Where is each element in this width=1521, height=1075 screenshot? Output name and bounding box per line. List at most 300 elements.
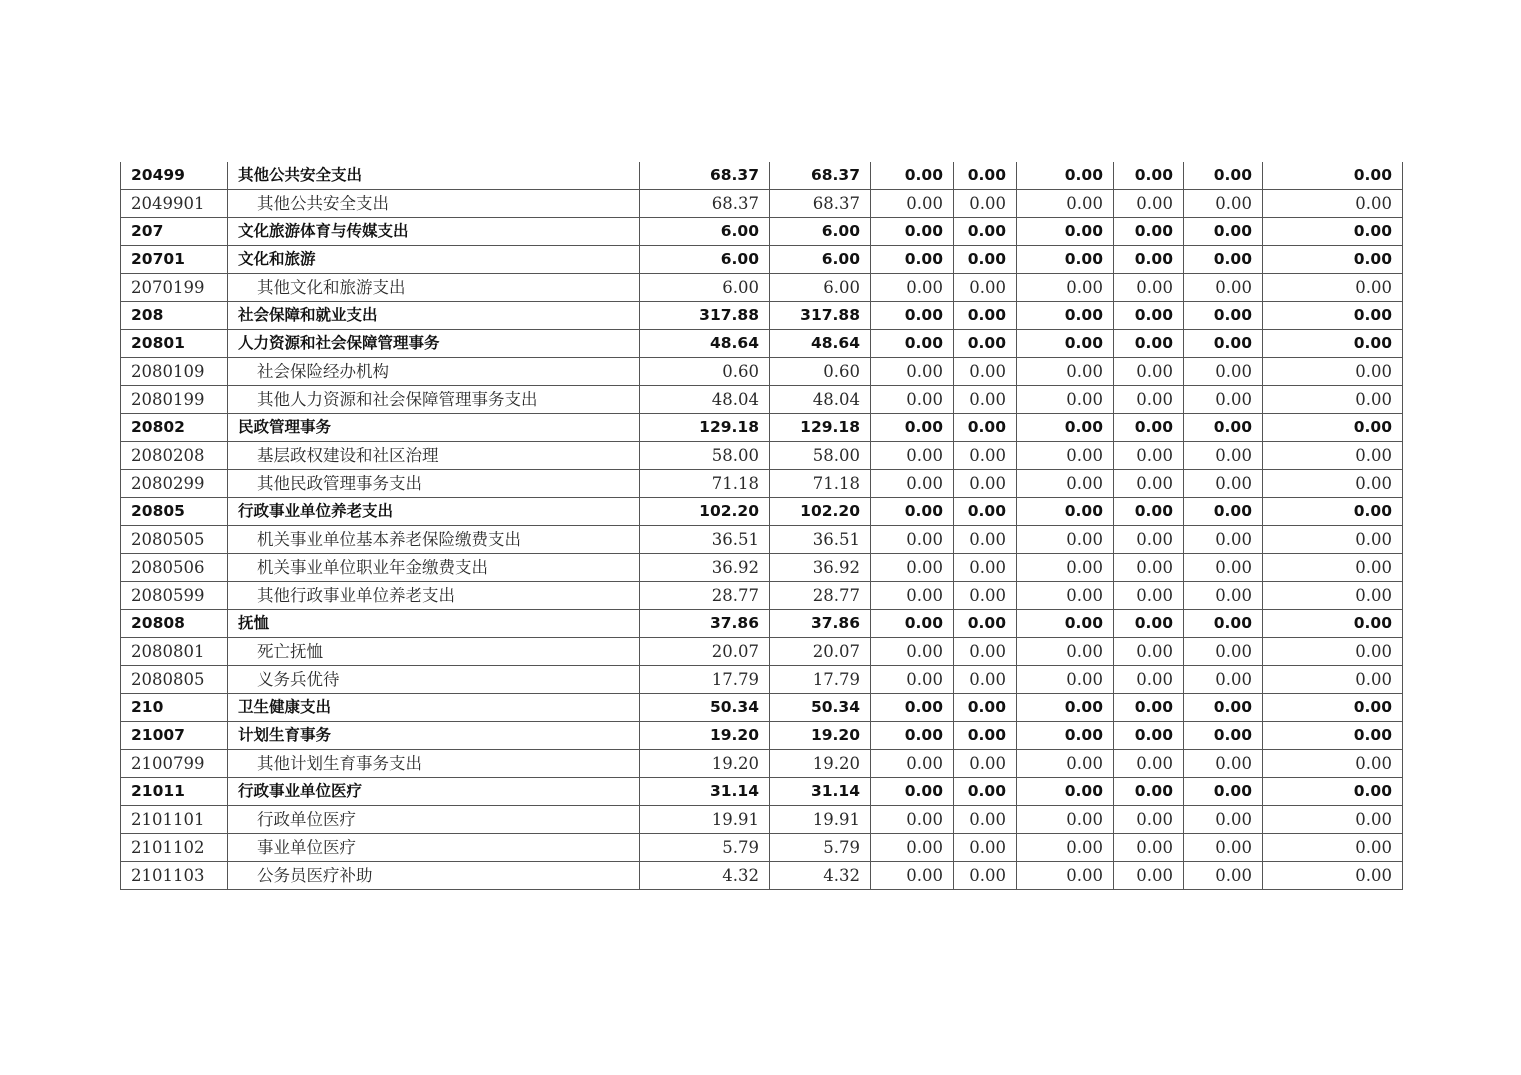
category-name-text: 抚恤 — [238, 614, 270, 632]
category-code-cell: 207 — [121, 218, 228, 246]
amount-cell: 0.00 — [1184, 218, 1263, 246]
category-name-text: 社会保障和就业支出 — [238, 306, 378, 324]
amount-cell: 0.00 — [1114, 778, 1184, 806]
category-code-cell: 20701 — [121, 246, 228, 274]
amount-cell: 0.00 — [1263, 806, 1403, 834]
amount-cell: 4.32 — [640, 862, 770, 890]
amount-cell: 0.00 — [1263, 666, 1403, 694]
table-row — [121, 386, 1403, 414]
amount-cell: 0.00 — [1263, 526, 1403, 554]
category-code-cell: 2101103 — [121, 862, 228, 890]
category-name-cell — [228, 862, 640, 890]
amount-cell: 0.00 — [1114, 526, 1184, 554]
amount-cell: 0.00 — [954, 470, 1017, 498]
category-code-cell: 2049901 — [121, 190, 228, 218]
amount-cell: 0.00 — [954, 162, 1017, 190]
amount-cell: 102.20 — [640, 498, 770, 526]
amount-cell: 0.00 — [954, 834, 1017, 862]
category-name-cell — [228, 302, 640, 330]
category-name-cell — [228, 666, 640, 694]
category-code-cell: 21011 — [121, 778, 228, 806]
amount-cell: 4.32 — [770, 862, 871, 890]
amount-cell: 0.00 — [1184, 610, 1263, 638]
category-name-text: 其他行政事业单位养老支出 — [257, 586, 455, 605]
amount-cell: 0.00 — [954, 638, 1017, 666]
amount-cell: 6.00 — [640, 274, 770, 302]
amount-cell: 19.20 — [770, 750, 871, 778]
amount-cell: 0.00 — [1184, 330, 1263, 358]
category-code-cell: 2080805 — [121, 666, 228, 694]
category-name-text: 其他公共安全支出 — [238, 166, 363, 184]
amount-cell: 0.00 — [871, 414, 954, 442]
table-row — [121, 554, 1403, 582]
amount-cell: 36.92 — [770, 554, 871, 582]
amount-cell: 0.00 — [954, 190, 1017, 218]
amount-cell: 0.00 — [1114, 190, 1184, 218]
amount-cell: 0.00 — [1114, 414, 1184, 442]
category-name-text: 社会保险经办机构 — [257, 362, 389, 381]
category-code-cell: 2101101 — [121, 806, 228, 834]
amount-cell: 0.00 — [1184, 302, 1263, 330]
amount-cell: 0.00 — [1184, 162, 1263, 190]
category-code-cell: 210 — [121, 694, 228, 722]
amount-cell: 0.00 — [954, 554, 1017, 582]
category-name-cell — [228, 694, 640, 722]
amount-cell: 0.00 — [1017, 834, 1114, 862]
amount-cell: 0.00 — [871, 722, 954, 750]
amount-cell: 0.00 — [1263, 302, 1403, 330]
amount-cell: 0.00 — [871, 610, 954, 638]
amount-cell: 6.00 — [770, 246, 871, 274]
amount-cell: 0.00 — [1017, 526, 1114, 554]
table-row-subtotal — [121, 694, 1403, 722]
category-name-cell — [228, 638, 640, 666]
category-name-cell — [228, 442, 640, 470]
amount-cell: 0.00 — [1017, 162, 1114, 190]
category-code-cell: 20805 — [121, 498, 228, 526]
amount-cell: 0.00 — [871, 582, 954, 610]
amount-cell: 0.00 — [871, 274, 954, 302]
category-name-text: 人力资源和社会保障管理事务 — [238, 334, 440, 352]
category-name-text: 卫生健康支出 — [238, 698, 332, 716]
amount-cell: 0.00 — [954, 750, 1017, 778]
amount-cell: 0.00 — [954, 498, 1017, 526]
amount-cell: 0.00 — [954, 246, 1017, 274]
amount-cell: 0.00 — [954, 778, 1017, 806]
amount-cell: 0.00 — [871, 638, 954, 666]
amount-cell: 6.00 — [640, 246, 770, 274]
amount-cell: 0.00 — [1114, 834, 1184, 862]
category-code-cell: 21007 — [121, 722, 228, 750]
category-name-text: 计划生育事务 — [238, 726, 332, 744]
amount-cell: 0.00 — [1263, 862, 1403, 890]
amount-cell: 0.00 — [1263, 246, 1403, 274]
category-name-text: 行政事业单位养老支出 — [238, 502, 394, 520]
amount-cell: 68.37 — [640, 190, 770, 218]
category-name-cell — [228, 498, 640, 526]
amount-cell: 129.18 — [770, 414, 871, 442]
amount-cell: 0.00 — [1263, 470, 1403, 498]
amount-cell: 0.00 — [1017, 694, 1114, 722]
amount-cell: 0.00 — [1017, 274, 1114, 302]
amount-cell: 0.00 — [1263, 722, 1403, 750]
amount-cell: 0.00 — [954, 386, 1017, 414]
amount-cell: 19.20 — [640, 722, 770, 750]
amount-cell: 0.00 — [954, 414, 1017, 442]
amount-cell: 0.00 — [954, 666, 1017, 694]
amount-cell: 6.00 — [770, 274, 871, 302]
table-row — [121, 526, 1403, 554]
amount-cell: 0.00 — [1017, 722, 1114, 750]
amount-cell: 0.00 — [871, 386, 954, 414]
amount-cell: 17.79 — [640, 666, 770, 694]
amount-cell: 6.00 — [770, 218, 871, 246]
amount-cell: 0.00 — [1114, 162, 1184, 190]
table-row-subtotal — [121, 246, 1403, 274]
amount-cell: 0.00 — [1263, 610, 1403, 638]
amount-cell: 0.00 — [1017, 806, 1114, 834]
amount-cell: 0.00 — [1184, 694, 1263, 722]
category-code-cell: 208 — [121, 302, 228, 330]
category-code-cell: 20801 — [121, 330, 228, 358]
table-row — [121, 834, 1403, 862]
amount-cell: 0.00 — [1114, 246, 1184, 274]
amount-cell: 0.00 — [1184, 442, 1263, 470]
amount-cell: 48.64 — [640, 330, 770, 358]
amount-cell: 0.00 — [1017, 498, 1114, 526]
amount-cell: 0.00 — [1263, 498, 1403, 526]
amount-cell: 0.00 — [954, 610, 1017, 638]
amount-cell: 0.00 — [1017, 302, 1114, 330]
table-row-subtotal — [121, 722, 1403, 750]
amount-cell: 0.00 — [871, 302, 954, 330]
amount-cell: 0.00 — [871, 666, 954, 694]
category-code-cell: 2080506 — [121, 554, 228, 582]
category-name-cell — [228, 722, 640, 750]
amount-cell: 0.00 — [1184, 470, 1263, 498]
category-name-text: 文化和旅游 — [238, 250, 316, 268]
amount-cell: 0.00 — [1263, 414, 1403, 442]
category-name-cell — [228, 470, 640, 498]
category-code-cell: 2080109 — [121, 358, 228, 386]
amount-cell: 0.00 — [954, 582, 1017, 610]
table-row-subtotal — [121, 610, 1403, 638]
amount-cell: 37.86 — [640, 610, 770, 638]
amount-cell: 28.77 — [640, 582, 770, 610]
amount-cell: 0.00 — [1263, 750, 1403, 778]
category-name-text: 其他民政管理事务支出 — [257, 474, 422, 493]
amount-cell: 0.00 — [1263, 694, 1403, 722]
amount-cell: 0.00 — [1184, 190, 1263, 218]
amount-cell: 0.00 — [871, 526, 954, 554]
amount-cell: 0.00 — [1184, 722, 1263, 750]
amount-cell: 0.00 — [871, 358, 954, 386]
amount-cell: 0.00 — [1114, 386, 1184, 414]
amount-cell: 0.00 — [1114, 722, 1184, 750]
amount-cell: 5.79 — [640, 834, 770, 862]
amount-cell: 0.00 — [1114, 218, 1184, 246]
category-name-cell — [228, 806, 640, 834]
amount-cell: 0.00 — [1184, 834, 1263, 862]
table-row — [121, 190, 1403, 218]
amount-cell: 0.00 — [1114, 610, 1184, 638]
table-row — [121, 582, 1403, 610]
amount-cell: 0.00 — [1184, 554, 1263, 582]
amount-cell: 20.07 — [770, 638, 871, 666]
amount-cell: 0.00 — [1263, 330, 1403, 358]
amount-cell: 36.92 — [640, 554, 770, 582]
table-row-subtotal — [121, 162, 1403, 190]
category-name-text: 死亡抚恤 — [257, 642, 323, 661]
amount-cell: 48.64 — [770, 330, 871, 358]
amount-cell: 0.00 — [954, 274, 1017, 302]
amount-cell: 0.00 — [1017, 750, 1114, 778]
amount-cell: 48.04 — [770, 386, 871, 414]
amount-cell: 36.51 — [770, 526, 871, 554]
category-code-cell: 2080299 — [121, 470, 228, 498]
category-name-text: 机关事业单位基本养老保险缴费支出 — [257, 530, 521, 549]
amount-cell: 0.00 — [1017, 470, 1114, 498]
amount-cell: 0.00 — [954, 218, 1017, 246]
category-name-text: 事业单位医疗 — [257, 838, 356, 857]
amount-cell: 0.00 — [1114, 750, 1184, 778]
amount-cell: 0.00 — [1017, 666, 1114, 694]
amount-cell: 0.00 — [1017, 554, 1114, 582]
amount-cell: 0.00 — [871, 834, 954, 862]
amount-cell: 0.00 — [1017, 862, 1114, 890]
amount-cell: 0.00 — [1114, 666, 1184, 694]
amount-cell: 0.00 — [1017, 190, 1114, 218]
amount-cell: 0.00 — [1263, 834, 1403, 862]
category-code-cell: 20808 — [121, 610, 228, 638]
amount-cell: 0.00 — [1184, 862, 1263, 890]
category-name-cell — [228, 162, 640, 190]
amount-cell: 0.00 — [1184, 750, 1263, 778]
category-name-cell — [228, 582, 640, 610]
amount-cell: 0.60 — [770, 358, 871, 386]
category-name-text: 基层政权建设和社区治理 — [257, 446, 439, 465]
amount-cell: 68.37 — [640, 162, 770, 190]
category-code-cell: 2080199 — [121, 386, 228, 414]
amount-cell: 317.88 — [770, 302, 871, 330]
amount-cell: 0.00 — [871, 330, 954, 358]
table-row — [121, 358, 1403, 386]
amount-cell: 0.00 — [1114, 806, 1184, 834]
amount-cell: 0.00 — [871, 498, 954, 526]
amount-cell: 0.00 — [1184, 582, 1263, 610]
category-name-cell — [228, 526, 640, 554]
category-code-cell: 2100799 — [121, 750, 228, 778]
amount-cell: 0.00 — [871, 750, 954, 778]
amount-cell: 0.00 — [1184, 498, 1263, 526]
amount-cell: 0.00 — [1017, 582, 1114, 610]
amount-cell: 68.37 — [770, 162, 871, 190]
amount-cell: 71.18 — [640, 470, 770, 498]
category-name-cell — [228, 554, 640, 582]
table-row-subtotal — [121, 330, 1403, 358]
category-name-cell — [228, 330, 640, 358]
category-name-text: 公务员医疗补助 — [257, 866, 373, 885]
category-code-cell: 2101102 — [121, 834, 228, 862]
table-row-subtotal — [121, 414, 1403, 442]
amount-cell: 0.00 — [1184, 386, 1263, 414]
amount-cell: 0.00 — [954, 302, 1017, 330]
table-row — [121, 274, 1403, 302]
category-name-cell — [228, 386, 640, 414]
amount-cell: 0.00 — [1114, 302, 1184, 330]
category-name-text: 义务兵优待 — [257, 670, 340, 689]
amount-cell: 71.18 — [770, 470, 871, 498]
amount-cell: 0.00 — [1114, 442, 1184, 470]
amount-cell: 68.37 — [770, 190, 871, 218]
amount-cell: 0.00 — [954, 806, 1017, 834]
amount-cell: 0.00 — [1017, 414, 1114, 442]
amount-cell: 0.00 — [871, 694, 954, 722]
category-name-text: 机关事业单位职业年金缴费支出 — [257, 558, 488, 577]
table-row — [121, 750, 1403, 778]
amount-cell: 0.00 — [1184, 638, 1263, 666]
amount-cell: 0.00 — [871, 862, 954, 890]
amount-cell: 5.79 — [770, 834, 871, 862]
amount-cell: 0.00 — [871, 778, 954, 806]
amount-cell: 0.00 — [1017, 246, 1114, 274]
amount-cell: 0.00 — [871, 470, 954, 498]
amount-cell: 0.00 — [1017, 610, 1114, 638]
amount-cell: 0.00 — [871, 554, 954, 582]
amount-cell: 0.00 — [954, 442, 1017, 470]
amount-cell: 0.00 — [1184, 778, 1263, 806]
amount-cell: 20.07 — [640, 638, 770, 666]
amount-cell: 6.00 — [640, 218, 770, 246]
category-code-cell: 2080208 — [121, 442, 228, 470]
amount-cell: 0.00 — [1017, 442, 1114, 470]
amount-cell: 0.00 — [1114, 694, 1184, 722]
table-row-subtotal — [121, 218, 1403, 246]
amount-cell: 0.00 — [1114, 582, 1184, 610]
category-name-text: 行政单位医疗 — [257, 810, 356, 829]
amount-cell: 0.00 — [954, 722, 1017, 750]
amount-cell: 0.00 — [1263, 554, 1403, 582]
expenditure-table — [120, 162, 1403, 890]
amount-cell: 48.04 — [640, 386, 770, 414]
table-row-subtotal — [121, 498, 1403, 526]
amount-cell: 317.88 — [640, 302, 770, 330]
category-code-cell: 2070199 — [121, 274, 228, 302]
amount-cell: 58.00 — [640, 442, 770, 470]
amount-cell: 0.00 — [1114, 498, 1184, 526]
amount-cell: 0.00 — [1114, 862, 1184, 890]
amount-cell: 31.14 — [640, 778, 770, 806]
amount-cell: 0.00 — [871, 442, 954, 470]
amount-cell: 0.00 — [871, 806, 954, 834]
table-row — [121, 666, 1403, 694]
amount-cell: 0.00 — [1114, 554, 1184, 582]
amount-cell: 0.00 — [1263, 582, 1403, 610]
category-code-cell: 2080801 — [121, 638, 228, 666]
amount-cell: 17.79 — [770, 666, 871, 694]
amount-cell: 0.00 — [1017, 358, 1114, 386]
amount-cell: 0.00 — [1184, 358, 1263, 386]
category-name-cell — [228, 778, 640, 806]
amount-cell: 0.00 — [1184, 666, 1263, 694]
amount-cell: 0.00 — [1017, 218, 1114, 246]
amount-cell: 0.00 — [1184, 274, 1263, 302]
amount-cell: 0.00 — [1263, 778, 1403, 806]
amount-cell: 0.00 — [1017, 330, 1114, 358]
amount-cell: 36.51 — [640, 526, 770, 554]
category-name-cell — [228, 190, 640, 218]
amount-cell: 0.00 — [1017, 638, 1114, 666]
category-code-cell: 2080599 — [121, 582, 228, 610]
amount-cell: 0.00 — [1263, 190, 1403, 218]
amount-cell: 0.00 — [871, 246, 954, 274]
amount-cell: 0.00 — [954, 694, 1017, 722]
table-row — [121, 470, 1403, 498]
category-name-text: 其他计划生育事务支出 — [257, 754, 422, 773]
amount-cell: 37.86 — [770, 610, 871, 638]
amount-cell: 0.60 — [640, 358, 770, 386]
category-code-cell: 2080505 — [121, 526, 228, 554]
amount-cell: 28.77 — [770, 582, 871, 610]
amount-cell: 0.00 — [1184, 806, 1263, 834]
amount-cell: 19.91 — [770, 806, 871, 834]
category-name-cell — [228, 834, 640, 862]
amount-cell: 19.20 — [770, 722, 871, 750]
table-row — [121, 638, 1403, 666]
amount-cell: 0.00 — [1263, 274, 1403, 302]
amount-cell: 0.00 — [1017, 778, 1114, 806]
amount-cell: 31.14 — [770, 778, 871, 806]
amount-cell: 102.20 — [770, 498, 871, 526]
table-row — [121, 442, 1403, 470]
category-name-cell — [228, 218, 640, 246]
table-row-subtotal — [121, 302, 1403, 330]
amount-cell: 0.00 — [1263, 358, 1403, 386]
category-code-cell: 20499 — [121, 162, 228, 190]
amount-cell: 0.00 — [1114, 358, 1184, 386]
category-name-cell — [228, 414, 640, 442]
amount-cell: 0.00 — [1184, 526, 1263, 554]
amount-cell: 0.00 — [954, 330, 1017, 358]
amount-cell: 0.00 — [1263, 442, 1403, 470]
amount-cell: 0.00 — [1114, 470, 1184, 498]
category-name-text: 民政管理事务 — [238, 418, 332, 436]
category-name-cell — [228, 274, 640, 302]
table-body — [121, 162, 1403, 890]
amount-cell: 0.00 — [871, 190, 954, 218]
amount-cell: 0.00 — [1114, 330, 1184, 358]
amount-cell: 0.00 — [1184, 246, 1263, 274]
category-name-cell — [228, 750, 640, 778]
category-name-cell — [228, 610, 640, 638]
table-row-subtotal — [121, 778, 1403, 806]
amount-cell: 0.00 — [954, 526, 1017, 554]
category-name-text: 其他人力资源和社会保障管理事务支出 — [257, 390, 538, 409]
amount-cell: 0.00 — [871, 162, 954, 190]
amount-cell: 19.20 — [640, 750, 770, 778]
amount-cell: 0.00 — [1184, 414, 1263, 442]
category-name-text: 其他公共安全支出 — [257, 194, 389, 213]
amount-cell: 0.00 — [871, 218, 954, 246]
amount-cell: 50.34 — [770, 694, 871, 722]
amount-cell: 19.91 — [640, 806, 770, 834]
amount-cell: 129.18 — [640, 414, 770, 442]
table-row — [121, 862, 1403, 890]
category-name-text: 行政事业单位医疗 — [238, 782, 363, 800]
amount-cell: 0.00 — [1263, 218, 1403, 246]
amount-cell: 58.00 — [770, 442, 871, 470]
amount-cell: 50.34 — [640, 694, 770, 722]
